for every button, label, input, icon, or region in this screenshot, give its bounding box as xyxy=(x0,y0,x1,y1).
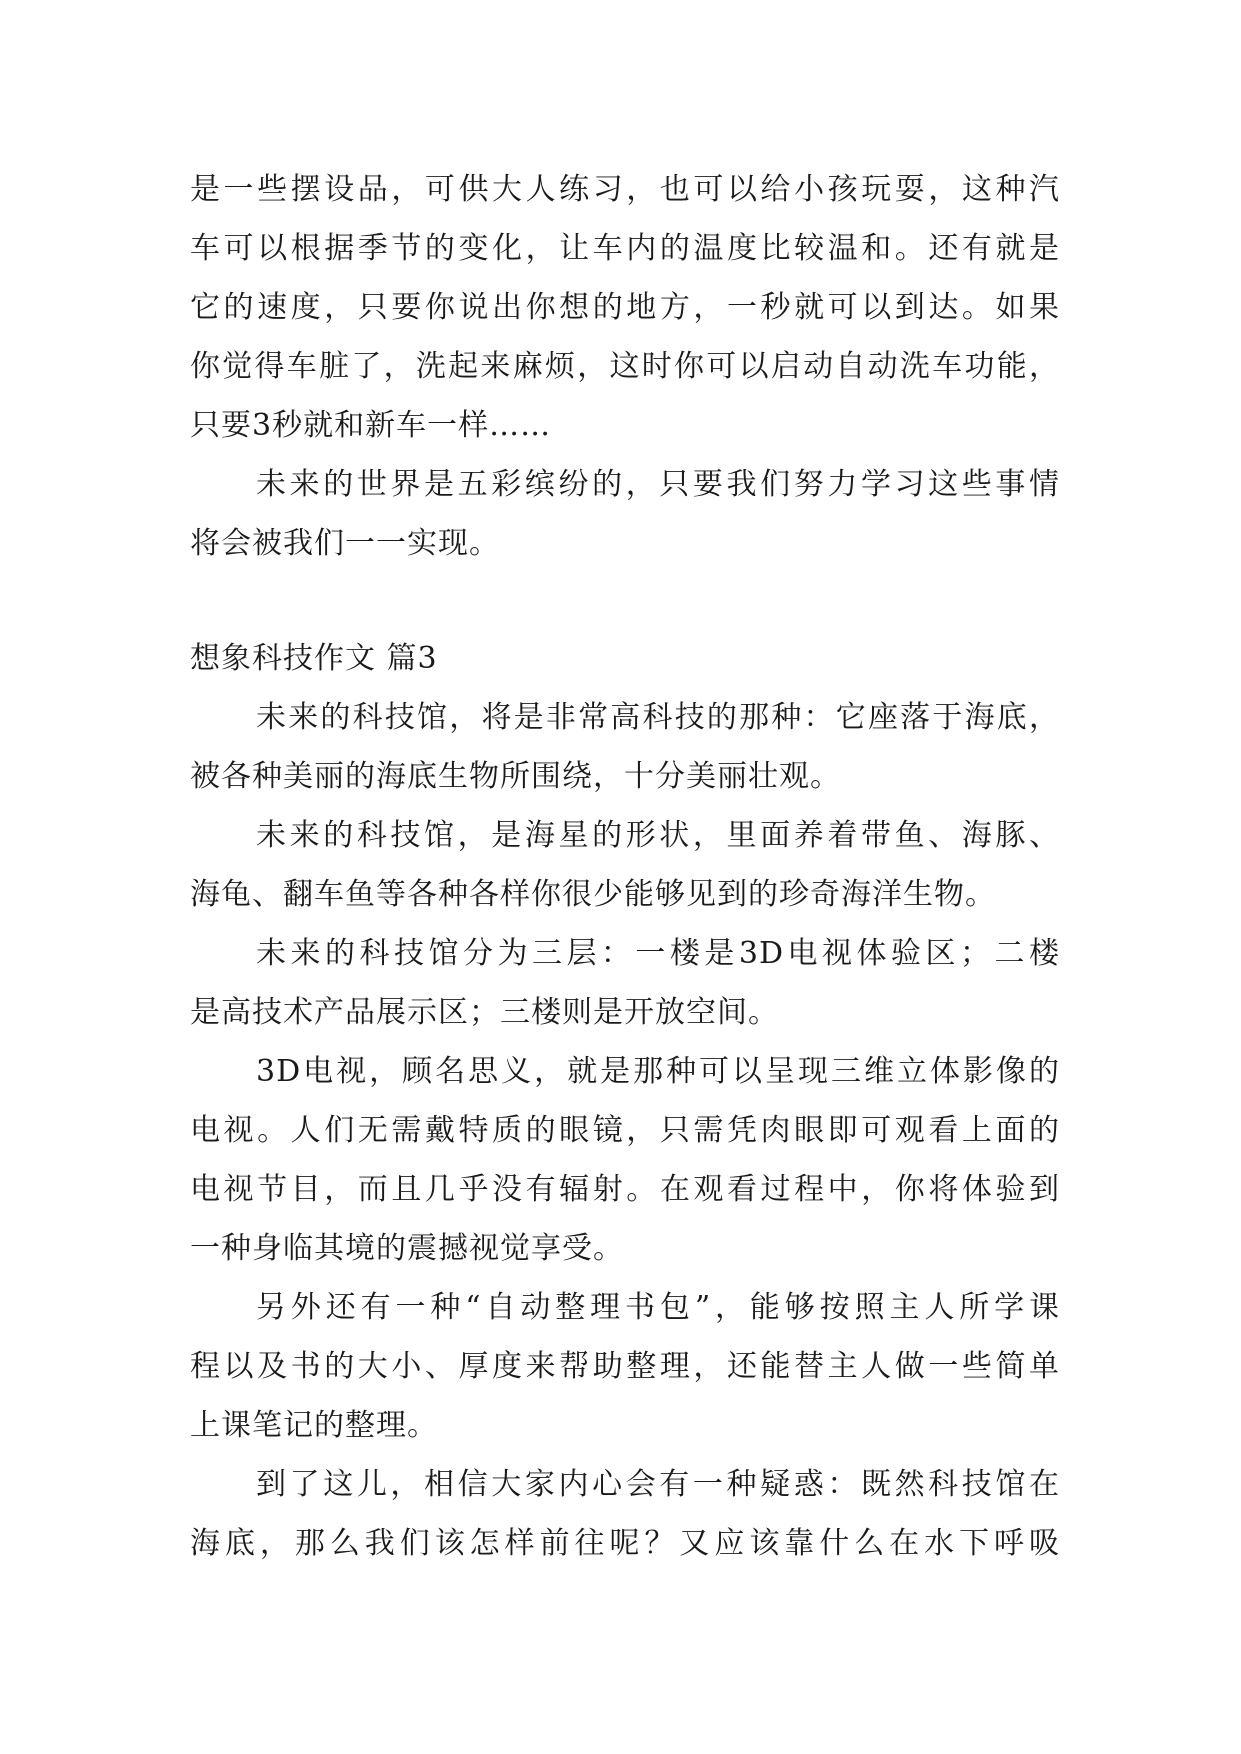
paragraph xyxy=(190,455,1060,573)
text-line: 将会被我们一一实现。 xyxy=(190,526,500,561)
text-line: 被各种美丽的海底生物所围绕，十分美丽壮观。 xyxy=(190,759,841,794)
text-line: 上课笔记的整理。 xyxy=(190,1408,438,1443)
text-line: 是一些摆设品，可供大人练习，也可以给小孩玩耍，这种汽 xyxy=(190,172,1060,207)
document-page xyxy=(190,160,1060,1573)
section-heading: 想象科技作文 篇3 xyxy=(190,641,438,676)
paragraph xyxy=(190,160,1060,455)
text-line: 一种身临其境的震撼视觉享受。 xyxy=(190,1231,624,1266)
text-line: 车可以根据季节的变化，让车内的温度比较温和。还有就是 xyxy=(190,231,1060,266)
text-line: 程以及书的大小、厚度来帮助整理，还能替主人做一些简单 xyxy=(190,1349,1060,1384)
text-line: 电视。人们无需戴特质的眼镜，只需凭肉眼即可观看上面的 xyxy=(190,1113,1060,1148)
paragraph xyxy=(190,1455,1060,1573)
paragraph xyxy=(190,1042,1060,1278)
text-line: 只要3秒就和新车一样…… xyxy=(190,408,552,443)
text-line: 电视节目，而且几乎没有辐射。在观看过程中，你将体验到 xyxy=(190,1172,1060,1207)
paragraph xyxy=(190,924,1060,1042)
text-line: 未来的世界是五彩缤纷的，只要我们努力学习这些事情 xyxy=(256,467,1060,502)
text-line: 3D电视，顾名思义，就是那种可以呈现三维立体影像的 xyxy=(256,1054,1060,1089)
text-line: 未来的科技馆分为三层：一楼是3D电视体验区；二楼 xyxy=(256,936,1060,971)
text-line: 海底，那么我们该怎样前往呢？又应该靠什么在水下呼吸 xyxy=(190,1526,1060,1561)
text-line: 海龟、翻车鱼等各种各样你很少能够见到的珍奇海洋生物。 xyxy=(190,877,996,912)
text-line: 你觉得车脏了，洗起来麻烦，这时你可以启动自动洗车功能， xyxy=(190,349,1060,384)
text-line: 到了这儿，相信大家内心会有一种疑惑：既然科技馆在 xyxy=(256,1467,1060,1502)
paragraph xyxy=(190,806,1060,924)
text-line: 未来的科技馆，将是非常高科技的那种：它座落于海底， xyxy=(256,700,1060,735)
paragraph xyxy=(190,1278,1060,1455)
paragraph xyxy=(190,688,1060,806)
paragraph-gap xyxy=(190,573,1060,629)
text-line: 它的速度，只要你说出你想的地方，一秒就可以到达。如果 xyxy=(190,290,1060,325)
text-line: 另外还有一种“自动整理书包”，能够按照主人所学课 xyxy=(256,1290,1060,1325)
text-line: 未来的科技馆，是海星的形状，里面养着带鱼、海豚、 xyxy=(256,818,1060,853)
text-line: 是高技术产品展示区；三楼则是开放空间。 xyxy=(190,995,779,1030)
